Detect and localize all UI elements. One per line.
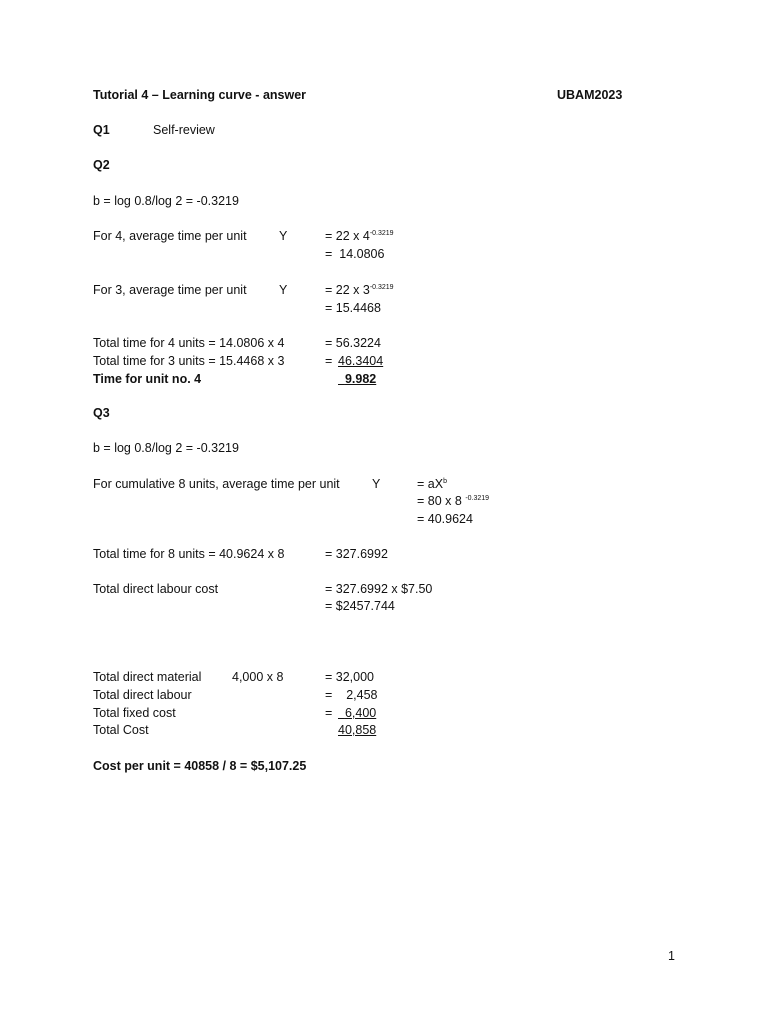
course-code: UBAM2023: [557, 88, 623, 102]
q3-fixed-value: 6,400: [344, 706, 377, 720]
q2-unit4-label: Time for unit no. 4: [93, 372, 202, 386]
q1-label: Q1: [93, 123, 110, 137]
q2-for4-y: Y: [279, 229, 288, 243]
q2-for4-eq1: = 22 x $4^{-0.3219}$: [325, 229, 394, 243]
q3-total8-value: = 327.6992: [325, 547, 388, 561]
q3-total8-label: Total time for 8 units = 40.9624 x 8: [93, 547, 285, 561]
q2-for3-eq1: = 22 x $3^{-0.3219}$: [325, 283, 394, 297]
q3-label: Q3: [93, 406, 110, 420]
q3-eq2: = 80 x 8 $^{-0.3219}$: [417, 494, 490, 508]
q3-eq1: = $aX^b$: [417, 477, 447, 491]
q2-b-line: b = log 0.8/log 2 = -0.3219: [93, 194, 239, 208]
q2-unit4-value: 9.982: [344, 372, 377, 386]
exponent: -0.3219: [465, 495, 490, 502]
page-number: 1: [668, 949, 675, 963]
q3-b-line: b = log 0.8/log 2 = -0.3219: [93, 441, 239, 455]
q2-for3-y: Y: [279, 283, 288, 297]
q2-label: Q2: [93, 158, 110, 172]
q2-total3-prefix: =: [325, 354, 333, 368]
q3-fixed-prefix: =: [325, 706, 333, 720]
exponent: b: [443, 478, 447, 485]
q3-material-label: Total direct material: [93, 670, 202, 684]
q3-fixed-label: Total fixed cost: [93, 706, 176, 720]
document-title: Tutorial 4 – Learning curve - answer: [93, 88, 307, 102]
q2-for3-eq2: = 15.4468: [325, 301, 381, 315]
q2-total3-label: Total time for 3 units = 15.4468 x 3: [93, 354, 285, 368]
q3-total-cost-value: 40,858: [338, 723, 377, 737]
q2-total4-value: = 56.3224: [325, 336, 381, 350]
q3-total-cost-label: Total Cost: [93, 723, 149, 737]
q3-material-calc: 4,000 x 8: [232, 670, 284, 684]
q2-for4-eq2: = 14.0806: [325, 247, 385, 261]
q2-total3-value: 46.3404: [338, 354, 384, 368]
q3-cum-y: Y: [372, 477, 381, 491]
exponent: -0.3219: [369, 230, 394, 237]
q3-labour-eq1: = 327.6992 x $7.50: [325, 582, 433, 596]
q3-cum-label: For cumulative 8 units, average time per unit: [93, 477, 340, 491]
q3-eq3: = 40.9624: [417, 512, 473, 526]
q2-for4-label: For 4, average time per unit: [93, 229, 247, 243]
q3-material-value: = 32,000: [325, 670, 375, 684]
exponent: -0.3219: [369, 284, 394, 291]
q3-direct-labour-label: Total direct labour: [93, 688, 192, 702]
q3-cost-per-unit: Cost per unit = 40858 / 8 = $5,107.25: [93, 759, 307, 773]
q2-for3-label: For 3, average time per unit: [93, 283, 247, 297]
q3-direct-labour-value: = 2,458: [325, 688, 378, 702]
q3-labour-label: Total direct labour cost: [93, 582, 219, 596]
q3-labour-eq2: = $2457.744: [325, 599, 395, 613]
q2-total4-label: Total time for 4 units = 14.0806 x 4: [93, 336, 285, 350]
q1-text: Self-review: [153, 123, 215, 137]
